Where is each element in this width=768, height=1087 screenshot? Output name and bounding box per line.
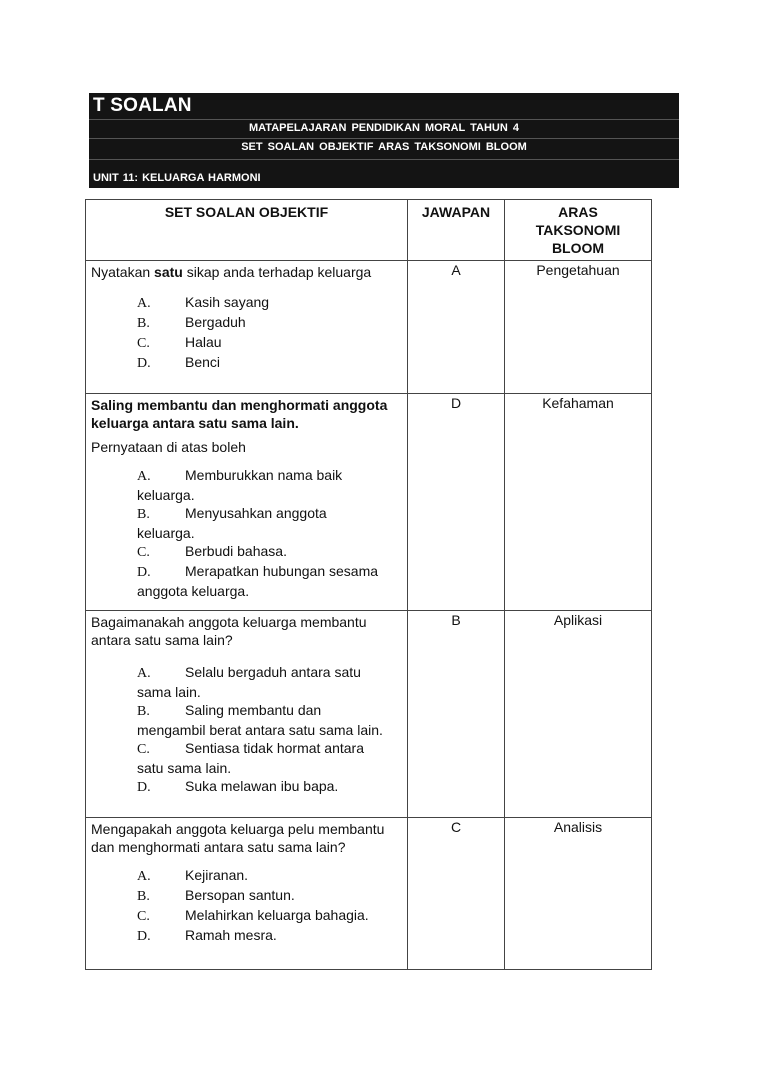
question-cell (86, 394, 408, 611)
question-text (91, 263, 402, 281)
option-letter: A. (137, 869, 151, 884)
option-letter: D. (137, 356, 151, 371)
option-letter: A. (137, 666, 151, 681)
option-text: Kasih sayang (185, 294, 270, 310)
answer-cell: B (408, 611, 505, 818)
level-cell: Analisis (505, 818, 652, 970)
header-title: T SOALAN (93, 95, 192, 116)
option-item (137, 562, 402, 600)
option-text: Suka melawan ibu bapa. (185, 778, 339, 794)
option-letter: B. (137, 316, 150, 331)
option-text: Kejiranan. (185, 867, 249, 883)
table-row (86, 818, 652, 970)
question-text-part: Nyatakan (91, 264, 155, 280)
answer-cell: A (408, 261, 505, 394)
option-text-continued: sama lain. (137, 684, 201, 700)
header-unit: UNIT 11: KELUARGA HARMONI (93, 172, 261, 184)
option-text: Berbudi bahasa. (185, 543, 287, 559)
option-letter: D. (137, 565, 151, 580)
question-cell (86, 611, 408, 818)
option-item (137, 313, 402, 333)
option-text: Merapatkan hubungan sesama (185, 563, 379, 579)
option-letter: C. (137, 336, 150, 351)
question-cell (86, 818, 408, 970)
option-list (137, 466, 402, 600)
option-item (137, 353, 402, 373)
question-text: Bagaimanakah anggota keluarga membantu antara satu sama lain? (91, 614, 367, 648)
table-header-row (86, 200, 652, 261)
option-letter: C. (137, 909, 150, 924)
option-list (137, 663, 402, 797)
header-divider (89, 138, 679, 139)
option-text: Saling membantu dan (185, 702, 322, 718)
question-text: Saling membantu dan menghormati anggota keluarga antara satu sama lain. (91, 397, 388, 431)
option-letter: A. (137, 296, 151, 311)
option-text: Sentiasa tidak hormat antara (185, 740, 364, 756)
option-text: Bersopan santun. (185, 887, 295, 903)
level-cell: Aplikasi (505, 611, 652, 818)
option-letter: A. (137, 469, 151, 484)
option-text: Selalu bergaduh antara satu (185, 664, 361, 680)
option-letter: C. (137, 742, 150, 757)
option-text: Menyusahkan anggota (185, 505, 327, 521)
option-text: Melahirkan keluarga bahagia. (185, 907, 369, 923)
table-row (86, 394, 652, 611)
option-item (137, 701, 402, 739)
table-row (86, 261, 652, 394)
option-text-continued: keluarga. (137, 525, 195, 541)
option-item (137, 906, 402, 926)
level-cell: Pengetahuan (505, 261, 652, 394)
header-divider (89, 119, 679, 120)
option-text: Halau (185, 334, 222, 350)
option-text-continued: mengambil berat antara satu sama lain. (137, 722, 383, 738)
option-letter: B. (137, 889, 150, 904)
option-item (137, 777, 402, 797)
header-subject: MATAPELAJARAN PENDIDIKAN MORAL TAHUN 4 (249, 122, 519, 134)
answer-cell: C (408, 818, 505, 970)
question-table (85, 199, 652, 970)
option-letter: B. (137, 507, 150, 522)
option-item (137, 886, 402, 906)
option-text: Memburukkan nama baik (185, 467, 343, 483)
option-text: Bergaduh (185, 314, 246, 330)
column-header-level: ARAS TAKSONOMI BLOOM (505, 200, 652, 261)
question-prompt: Pernyataan di atas boleh (91, 439, 246, 455)
question-text: Mengapakah anggota keluarga pelu membantu dan menghormati antara satu sama lain? (91, 821, 385, 855)
option-letter: D. (137, 780, 151, 795)
option-item (137, 504, 402, 542)
option-item (137, 663, 402, 701)
option-item (137, 926, 402, 946)
level-cell: Kefahaman (505, 394, 652, 611)
answer-cell: D (408, 394, 505, 611)
option-letter: D. (137, 929, 151, 944)
header-set-title: SET SOALAN OBJEKTIF ARAS TAKSONOMI BLOOM (241, 141, 527, 153)
option-item (137, 866, 402, 886)
question-cell (86, 261, 408, 394)
option-text: Benci (185, 354, 221, 370)
header-divider (89, 159, 679, 160)
option-item (137, 542, 402, 562)
question-text-part: sikap anda terhadap keluarga (182, 264, 372, 280)
document-header (89, 93, 679, 188)
option-letter: C. (137, 545, 150, 560)
option-text-continued: keluarga. (137, 487, 195, 503)
option-item (137, 293, 402, 313)
option-letter: B. (137, 704, 150, 719)
option-text-continued: satu sama lain. (137, 760, 232, 776)
question-emphasis: satu (154, 264, 183, 280)
option-item (137, 739, 402, 777)
column-header-answer: JAWAPAN (408, 200, 505, 261)
option-text-continued: anggota keluarga. (137, 583, 250, 599)
column-header-questions: SET SOALAN OBJEKTIF (86, 200, 408, 261)
option-text: Ramah mesra. (185, 927, 277, 943)
table-row (86, 611, 652, 818)
option-item (137, 466, 402, 504)
option-list (137, 866, 402, 946)
option-list (137, 293, 402, 373)
option-item (137, 333, 402, 353)
